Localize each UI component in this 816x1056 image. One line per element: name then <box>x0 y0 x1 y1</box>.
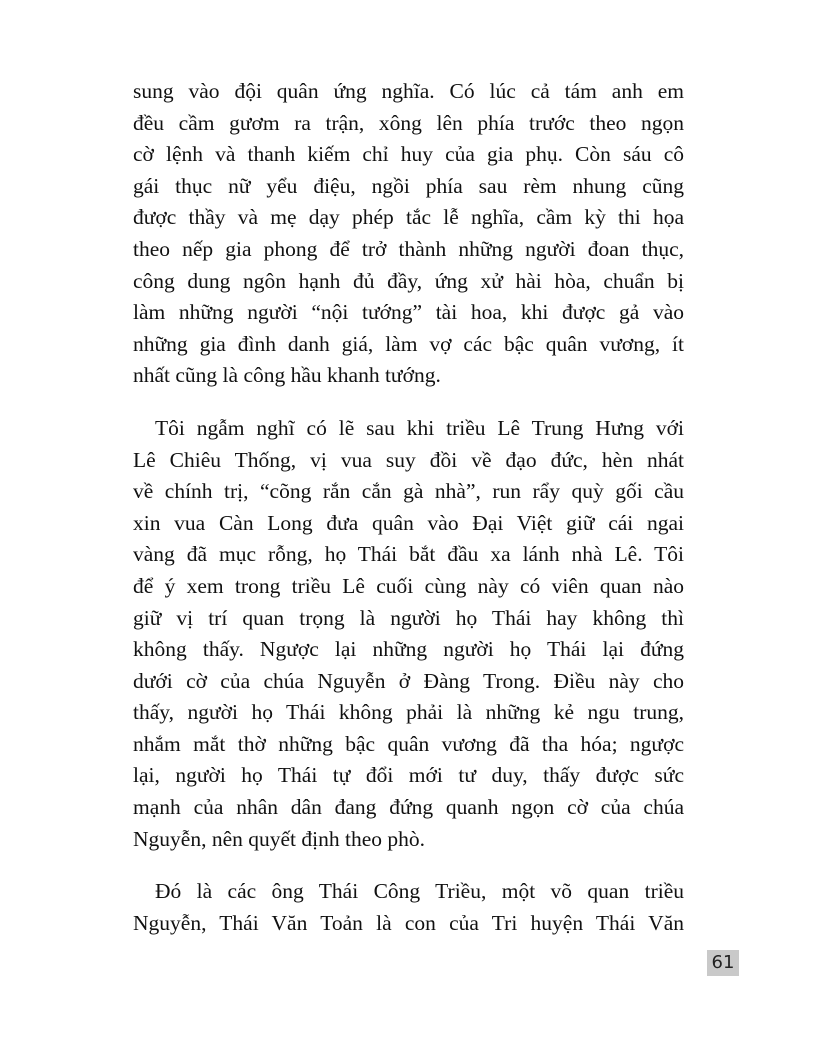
text-line: mạnh của nhân dân đang đứng quanh ngọn cờ của chúa <box>133 795 684 820</box>
text-line: vàng đã mục rỗng, họ Thái bắt đầu xa lánh nhà Lê. Tôi <box>133 542 684 567</box>
text-line: nhất cũng là công hầu khanh tướng. <box>133 363 441 388</box>
text-line: cờ lệnh và thanh kiếm chỉ huy của gia phụ. Còn sáu cô <box>133 142 684 167</box>
text-line: nhắm mắt thờ những bậc quân vương đã tha hóa; ngược <box>133 731 684 756</box>
text-line: lại, người họ Thái tự đổi mới tư duy, thấy được sức <box>133 763 684 788</box>
text-line: không thấy. Ngược lại những người họ Thái lại đứng <box>133 637 684 662</box>
text-line: làm những người “nội tướng” tài hoa, khi được gả vào <box>133 300 684 325</box>
text-line: Tôi ngẫm nghĩ có lẽ sau khi triều Lê Trung Hưng với <box>155 415 684 440</box>
text-line: Đó là các ông Thái Công Triều, một võ quan triều <box>155 879 684 904</box>
text-line: được thầy và mẹ dạy phép tắc lễ nghĩa, cầm kỳ thi họa <box>133 205 684 230</box>
text-line: Lê Chiêu Thống, vị vua suy đồi về đạo đức, hèn nhát <box>133 447 684 472</box>
text-line: để ý xem trong triều Lê cuối cùng này có viên quan nào <box>133 573 684 598</box>
text-line: Nguyễn, Thái Văn Toản là con của Tri huyện Thái Văn <box>133 910 684 935</box>
text-line: theo nếp gia phong để trở thành những người đoan thục, <box>133 236 684 261</box>
text-line: gái thục nữ yểu điệu, ngồi phía sau rèm nhung cũng <box>133 173 684 198</box>
text-line: Nguyễn, nên quyết định theo phò. <box>133 826 425 851</box>
text-line: về chính trị, “cõng rắn cắn gà nhà”, run rẩy quỳ gối cầu <box>133 479 684 504</box>
paragraph <box>133 876 684 939</box>
body-text <box>133 76 684 960</box>
paragraph <box>133 76 684 392</box>
text-line: công dung ngôn hạnh đủ đầy, ứng xử hài hòa, chuẩn bị <box>133 268 684 293</box>
text-line: thấy, người họ Thái không phải là những kẻ ngu trung, <box>133 700 684 725</box>
text-line: những gia đình danh giá, làm vợ các bậc quân vương, ít <box>133 331 684 356</box>
page-number: 61 <box>707 950 739 976</box>
paragraph <box>133 413 684 855</box>
text-line: dưới cờ của chúa Nguyễn ở Đàng Trong. Điều này cho <box>133 668 684 693</box>
text-line: sung vào đội quân ứng nghĩa. Có lúc cả tám anh em <box>133 79 684 103</box>
text-line: xin vua Càn Long đưa quân vào Đại Việt giữ cái ngai <box>133 510 684 535</box>
text-line: giữ vị trí quan trọng là người họ Thái hay không thì <box>133 605 684 630</box>
text-line: đều cầm gươm ra trận, xông lên phía trước theo ngọn <box>133 110 684 135</box>
